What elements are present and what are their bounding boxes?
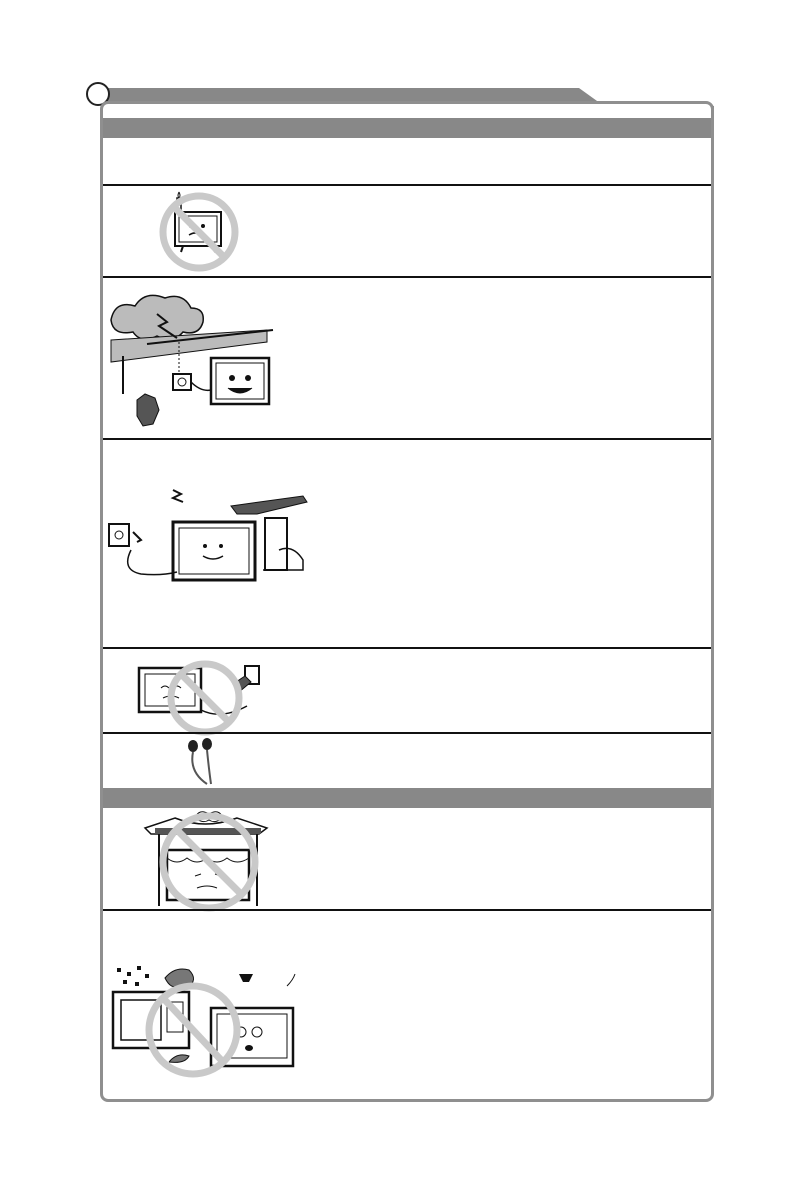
- divider: [103, 909, 711, 911]
- content-frame: [100, 101, 714, 1102]
- do-not-pull-cord-icon: [133, 654, 269, 736]
- earphone-icon: [181, 738, 221, 788]
- top-band: [103, 118, 711, 138]
- second-band: [103, 788, 711, 808]
- no-open-flame-icon: [153, 190, 245, 276]
- do-not-block-vents-icon: [139, 810, 279, 914]
- divider: [103, 276, 711, 278]
- avoid-interference-icon: [109, 964, 309, 1078]
- divider: [103, 647, 711, 649]
- unplug-during-storm-icon: [107, 290, 297, 440]
- divider: [103, 184, 711, 186]
- unplug-when-away-icon: [107, 488, 311, 594]
- divider: [103, 732, 711, 734]
- divider: [103, 438, 711, 440]
